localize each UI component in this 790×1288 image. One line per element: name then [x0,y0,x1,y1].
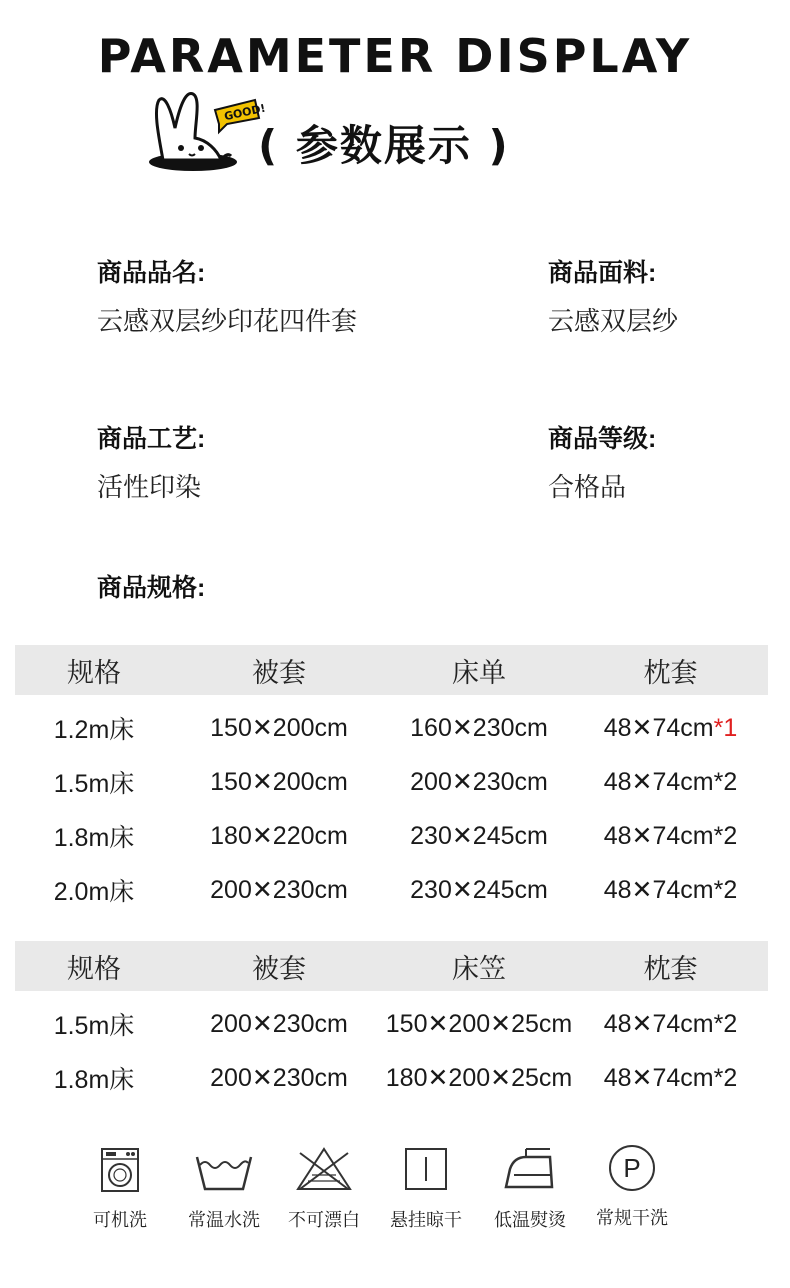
spec-table-flat-sheet [15,645,768,917]
pillow-size: 48✕74cm [603,822,714,850]
col-duvet: 被套 [252,953,306,984]
pillow-size: 48✕74cm [603,1064,714,1092]
cell-duvet: 200✕230cm [210,876,348,904]
care-label: 常规干洗 [596,1208,668,1228]
p-glyph: P [623,1152,641,1183]
col-size: 规格 [67,953,121,984]
cell-duvet: 150✕200cm [210,714,348,742]
rabbit-mascot-icon [145,88,275,178]
page-title: PARAMETER DISPLAY [97,29,693,83]
pillow-size: 48✕74cm [603,876,714,904]
pillow-qty: *2 [713,768,738,796]
cell-size: 1.2m床 [53,716,135,744]
cell-pillow [573,1009,768,1039]
table-row [15,863,768,917]
cell-fitted: 180✕200✕25cm [385,1064,573,1092]
col-sheet: 床单 [452,657,506,688]
cell-duvet: 200✕230cm [210,1010,348,1038]
care-label: 悬挂晾干 [390,1210,462,1230]
care-line-dry [376,1145,476,1231]
page-subtitle: ( 参数展示 ) [258,121,510,170]
pillow-qty: *2 [713,876,738,904]
col-size: 规格 [67,657,121,688]
fabric-label: 商品面料: [548,259,657,287]
table-header [15,645,768,695]
cell-sheet: 160✕230cm [410,714,548,742]
table-row [15,809,768,863]
pillow-qty: *1 [713,714,738,742]
col-pillow: 枕套 [643,657,698,688]
care-dry-clean [582,1145,682,1229]
pillow-size: 48✕74cm [603,1010,714,1038]
pillow-size: 48✕74cm [603,714,714,742]
care-machine-wash [70,1145,170,1231]
care-label: 不可漂白 [288,1210,360,1230]
care-label: 低温熨烫 [494,1210,566,1230]
good-badge: GOOD! [222,101,267,124]
table-header [15,941,768,991]
cell-pillow [573,767,768,797]
cell-size: 2.0m床 [53,878,135,906]
cell-size: 1.5m床 [53,1012,135,1040]
no-bleach-icon [294,1145,354,1195]
care-no-bleach [274,1145,374,1231]
cell-duvet: 200✕230cm [210,1064,348,1092]
pillow-qty: *2 [713,822,738,850]
cell-duvet: 180✕220cm [210,822,348,850]
col-fitted-sheet: 床笠 [452,953,506,984]
table-row [15,997,768,1051]
cell-sheet: 230✕245cm [410,876,548,904]
wash-tub-icon [193,1145,255,1195]
care-label: 可机洗 [93,1210,147,1230]
product-name-label: 商品品名: [97,259,206,287]
pillow-size: 48✕74cm [603,768,714,796]
cell-sheet: 200✕230cm [410,768,548,796]
product-name-value: 云感双层纱印花四件套 [97,306,358,336]
table-row [15,755,768,809]
spec-label: 商品规格: [97,574,206,602]
col-duvet: 被套 [252,657,306,688]
cell-pillow [573,875,768,905]
cell-pillow [573,821,768,851]
cell-pillow [573,713,768,743]
washing-machine-icon [98,1145,142,1195]
care-low-iron [480,1145,580,1231]
fabric-value: 云感双层纱 [548,306,679,336]
dry-clean-p-icon [609,1145,655,1191]
table-row [15,1051,768,1105]
cell-size: 1.5m床 [53,770,135,798]
cell-pillow [573,1063,768,1093]
cell-duvet: 150✕200cm [210,768,348,796]
grade-label: 商品等级: [548,425,657,453]
pillow-qty: *2 [713,1010,738,1038]
table-row [15,701,768,755]
craft-label: 商品工艺: [97,425,206,453]
cell-sheet: 230✕245cm [410,822,548,850]
iron-icon [500,1145,560,1195]
line-dry-icon [401,1145,451,1195]
col-pillow: 枕套 [643,953,698,984]
cell-size: 1.8m床 [53,1066,135,1094]
craft-value: 活性印染 [97,472,202,502]
grade-value: 合格品 [548,472,627,502]
spec-table-fitted-sheet [15,941,768,1105]
care-label: 常温水洗 [188,1210,260,1230]
care-normal-wash [174,1145,274,1231]
cell-fitted: 150✕200✕25cm [385,1010,573,1038]
cell-size: 1.8m床 [53,824,135,852]
pillow-qty: *2 [713,1064,738,1092]
